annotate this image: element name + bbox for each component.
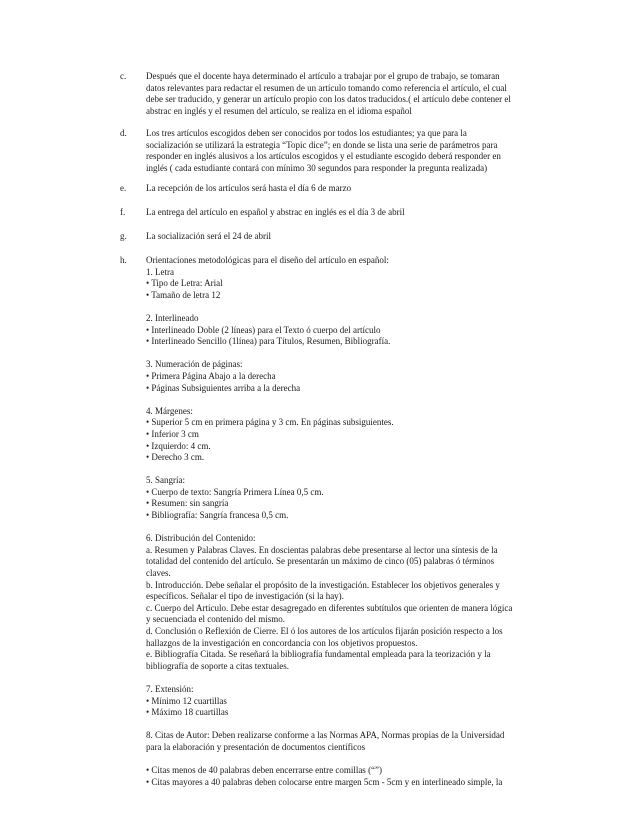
- text-line: e. Bibliografía Citada. Se reseñará la bibliografía fundamental empleada para la teorización y la: [146, 649, 491, 660]
- text-line: hallazgos de la investigación en concordancia con los objetivos propuestos.: [146, 637, 418, 648]
- text-line: totalidad del contenido del artículo. Se presentarán un máximo de cinco (05) palabras ó términos: [146, 556, 495, 567]
- text-line: La entrega del artículo en español y abstrac en inglés es el día 3 de abril: [146, 207, 405, 217]
- list-item-d: [120, 128, 546, 174]
- section-heading: 6. Distribución del Contenido:: [146, 533, 256, 544]
- bullet-line: • Citas mayores a 40 palabras deben colocarse entre margen 5cm - 5cm y en interlineado simple, la: [146, 776, 503, 787]
- section-heading: 2. Interlineado: [146, 312, 199, 323]
- section-heading: 7. Extensión:: [146, 683, 194, 694]
- bullet-line: • Tipo de Letra: Arial: [146, 278, 223, 289]
- item-body: [146, 231, 546, 243]
- text-line: abstrac en inglés y el resumen del artículo, se realiza en el idioma español: [146, 105, 412, 116]
- text-line: datos relevantes para redactar el resumen de un artículo tomando como referencia el artículo, el cual: [146, 82, 507, 93]
- item-letter: g.: [120, 231, 127, 241]
- list-item-f: [120, 207, 546, 219]
- bullet-line: • Interlineado Sencillo (1línea) para Títulos, Resumen, Bibliografía.: [146, 336, 391, 347]
- bullet-line: • Primera Página Abajo a la derecha: [146, 370, 276, 381]
- spacer: [146, 672, 546, 684]
- text-line: Los tres artículos escogidos deben ser conocidos por todos los estudiantes; ya que para la: [146, 128, 467, 138]
- text-line: a. Resumen y Palabras Claves. En doscientas palabras debe presentarse al lector una síntesis de la: [146, 544, 498, 555]
- section-heading: 5. Sangría:: [146, 475, 185, 486]
- spacer: [146, 754, 546, 766]
- section-heading: 8. Citas de Autor: Deben realizarse conforme a las Normas APA, Normas propias de la Universidad: [146, 730, 505, 741]
- spacer: [146, 394, 546, 406]
- text-line: para la elaboración y presentación de documentos científicos: [146, 741, 366, 752]
- text-line: socialización se utilizará la estrategia “Topic dice”; en donde se lista una serie de parámetros para: [146, 139, 498, 150]
- text-line: y secuenciada el contenido del mismo.: [146, 614, 285, 625]
- text-line: inglés ( cada estudiante contará con mínimo 30 segundos para responder la pregunta realizada): [146, 162, 488, 173]
- text-line: La recepción de los artículos será hasta el día 6 de marzo: [146, 183, 352, 193]
- spacer: [146, 348, 546, 360]
- item-letter: d.: [120, 128, 127, 138]
- bullet-line: • Tamaño de letra 12: [146, 289, 221, 300]
- text-line: Orientaciones metodológicas para el diseño del artículo en español:: [146, 255, 389, 265]
- item-body: [146, 255, 546, 788]
- text-line: responder en inglés alusivos a los artículos escogidos y el estudiante escogido deberá responder en: [146, 151, 501, 162]
- text-line: La socialización será el 24 de abril: [146, 231, 271, 241]
- item-letter: c.: [120, 71, 127, 81]
- item-body: [146, 128, 546, 174]
- spacer: [146, 522, 546, 534]
- item-letter: f.: [120, 207, 126, 217]
- spacer: [146, 301, 546, 313]
- bullet-line: • Superior 5 cm en primera página y 3 cm. En páginas subsiguientes.: [146, 417, 394, 428]
- item-body: [146, 71, 546, 117]
- list-item-g: [120, 231, 546, 243]
- bullet-line: • Izquierdo: 4 cm.: [146, 440, 211, 451]
- section-heading: 3. Numeración de páginas:: [146, 359, 243, 370]
- spacer: [146, 719, 546, 731]
- bullet-line: • Mínimo 12 cuartillas: [146, 695, 227, 706]
- list-item-e: [120, 183, 546, 195]
- text-line: bibliografía de soporte a citas textuales.: [146, 660, 289, 671]
- text-line: c. Cuerpo del Artículo. Debe estar desagregado en diferentes subtítulos que orienten de manera lógica: [146, 602, 513, 613]
- text-line: específicos. Señalar el tipo de investigación (si la hay).: [146, 591, 344, 602]
- section-heading: 1. Letra: [146, 266, 174, 277]
- bullet-line: • Inferior 3 cm: [146, 428, 199, 439]
- text-line: claves.: [146, 568, 171, 579]
- list-item-h: [120, 255, 546, 788]
- text-line: debe ser traducido, y generar un artículo propio con los datos traducidos.( el artículo debe contener el: [146, 94, 511, 105]
- text-line: d. Conclusión o Reflexión de Cierre. El ó los autores de los artículos fijarán posición respecto a los: [146, 626, 503, 636]
- item-letter: e.: [120, 183, 127, 193]
- list-item-c: [120, 71, 546, 117]
- item-body: [146, 207, 546, 219]
- item-body: [146, 183, 546, 195]
- bullet-line: • Máximo 18 cuartillas: [146, 707, 229, 718]
- spacer: [146, 464, 546, 476]
- bullet-line: • Citas menos de 40 palabras deben encerrarse entre comillas (“”): [146, 765, 383, 776]
- text-line: b. Introducción. Debe señalar el propósito de la investigación. Establecer los objetivos generales y: [146, 579, 500, 590]
- bullet-line: • Derecho 3 cm.: [146, 452, 205, 463]
- bullet-line: • Interlineado Doble (2 líneas) para el Texto ó cuerpo del artículo: [146, 324, 381, 335]
- text-line: Después que el docente haya determinado el artículo a trabajar por el grupo de trabajo, se tomaran: [146, 71, 500, 81]
- bullet-line: • Bibliografía: Sangría francesa 0,5 cm.: [146, 510, 289, 521]
- bullet-line: • Resumen: sin sangría: [146, 498, 229, 509]
- item-letter: h.: [120, 255, 127, 265]
- bullet-line: • Cuerpo de texto: Sangría Primera Línea 0,5 cm.: [146, 486, 324, 497]
- section-heading: 4. Márgenes:: [146, 405, 193, 416]
- bullet-line: • Páginas Subsiguientes arriba a la derecha: [146, 382, 301, 393]
